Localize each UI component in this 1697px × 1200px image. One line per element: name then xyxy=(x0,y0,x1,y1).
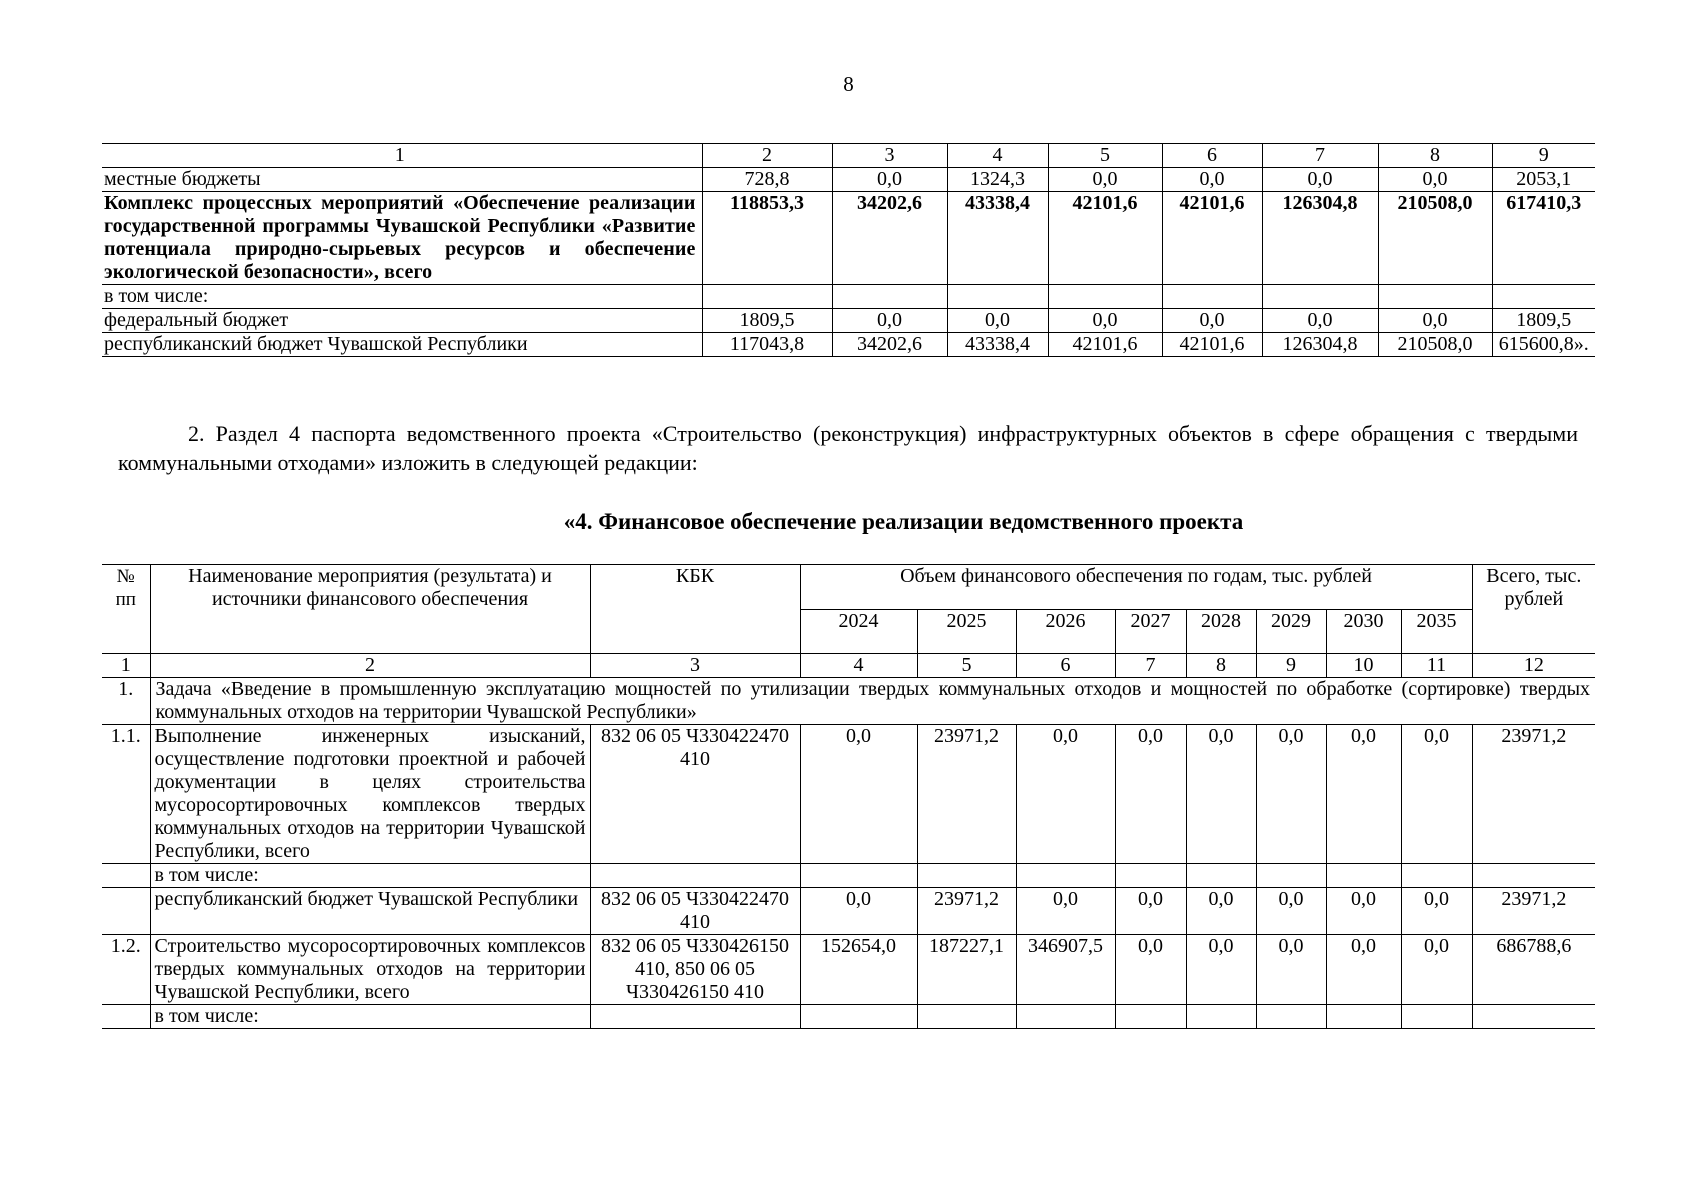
column-number: 4 xyxy=(800,654,917,678)
top-row-value: 0,0 xyxy=(1162,309,1262,333)
top-row-value: 34202,6 xyxy=(832,192,947,285)
header-no: № пп xyxy=(102,565,150,654)
year-header: 2029 xyxy=(1256,609,1326,654)
row-year-value: 0,0 xyxy=(1186,725,1256,864)
top-header-cell: 2 xyxy=(702,144,832,168)
top-row xyxy=(102,192,1595,285)
top-header-cell: 8 xyxy=(1378,144,1492,168)
top-header-cell: 7 xyxy=(1262,144,1378,168)
top-row-label: местные бюджеты xyxy=(102,168,702,192)
top-header-cell: 1 xyxy=(102,144,702,168)
header-volume: Объем финансового обеспечения по годам, тыс. рублей xyxy=(800,565,1472,610)
column-number: 8 xyxy=(1186,654,1256,678)
top-row-value: 42101,6 xyxy=(1048,192,1162,285)
top-row-value: 118853,3 xyxy=(702,192,832,285)
top-row-value: 42101,6 xyxy=(1048,333,1162,357)
top-row-value: 1324,3 xyxy=(947,168,1048,192)
row-year-value: 0,0 xyxy=(1401,888,1472,935)
row-year-value: 346907,5 xyxy=(1016,935,1115,1005)
column-number-row xyxy=(102,654,1595,678)
column-number: 7 xyxy=(1115,654,1186,678)
top-row-value: 43338,4 xyxy=(947,192,1048,285)
column-number: 11 xyxy=(1401,654,1472,678)
row-total xyxy=(1472,1005,1595,1029)
column-number: 6 xyxy=(1016,654,1115,678)
top-row-value: 0,0 xyxy=(832,309,947,333)
table-row xyxy=(102,1005,1595,1029)
row-year-value xyxy=(917,1005,1016,1029)
header-total: Всего, тыс. рублей xyxy=(1472,565,1595,654)
row-year-value xyxy=(800,1005,917,1029)
column-number: 10 xyxy=(1326,654,1401,678)
top-row-value: 0,0 xyxy=(1262,309,1378,333)
top-row-value: 1809,5 xyxy=(702,309,832,333)
top-row-value: 617410,3 xyxy=(1492,192,1595,285)
year-header: 2028 xyxy=(1186,609,1256,654)
table-row xyxy=(102,935,1595,1005)
row-year-value xyxy=(1256,1005,1326,1029)
top-row-value: 210508,0 xyxy=(1378,333,1492,357)
row-year-value xyxy=(1186,864,1256,888)
top-header-cell: 3 xyxy=(832,144,947,168)
row-kbk: 832 06 05 Ч330422470 410 xyxy=(590,725,800,864)
task-text: Задача «Введение в промышленную эксплуатацию мощностей по утилизации твердых коммунальных отходов и мощностей по обработке (сортировке) твердых коммунальных отходов на территории Чувашской Республики» xyxy=(150,678,1595,725)
top-budget-table xyxy=(102,143,1595,357)
top-header-row xyxy=(102,144,1595,168)
top-row-label: республиканский бюджет Чувашской Республики xyxy=(102,333,702,357)
header-row-1 xyxy=(102,565,1595,610)
amendment-paragraph: 2. Раздел 4 паспорта ведомственного проекта «Строительство (реконструкция) инфраструктурных объектов в сфере обращения с твердыми коммунальными отходами» изложить в следующей редакции: xyxy=(118,421,1578,475)
top-header-cell: 6 xyxy=(1162,144,1262,168)
top-row-value: 615600,8». xyxy=(1492,333,1595,357)
task-number: 1. xyxy=(102,678,150,725)
row-year-value: 0,0 xyxy=(1401,935,1472,1005)
top-row-value: 0,0 xyxy=(1048,309,1162,333)
top-row xyxy=(102,285,1595,309)
row-name: Выполнение инженерных изысканий, осуществление подготовки проектной и рабочей документации в целях строительства мусоросортировочных комплексов твердых коммунальных отходов на территории Чувашской Республики, всего xyxy=(150,725,590,864)
year-header: 2027 xyxy=(1115,609,1186,654)
row-year-value: 0,0 xyxy=(1115,935,1186,1005)
top-header-cell: 5 xyxy=(1048,144,1162,168)
top-row xyxy=(102,333,1595,357)
top-row-value xyxy=(947,285,1048,309)
row-name: в том числе: xyxy=(150,864,590,888)
top-row-value xyxy=(832,285,947,309)
column-number: 1 xyxy=(102,654,150,678)
row-name: республиканский бюджет Чувашской Республики xyxy=(150,888,590,935)
top-row-value: 0,0 xyxy=(947,309,1048,333)
top-row-value: 42101,6 xyxy=(1162,192,1262,285)
top-row-value: 0,0 xyxy=(832,168,947,192)
top-row-value xyxy=(1162,285,1262,309)
section-heading: «4. Финансовое обеспечение реализации ведомственного проекта xyxy=(563,509,1244,534)
top-row-value: 34202,6 xyxy=(832,333,947,357)
row-year-value: 0,0 xyxy=(800,725,917,864)
year-header: 2030 xyxy=(1326,609,1401,654)
page-number: 8 xyxy=(843,72,854,96)
row-number xyxy=(102,1005,150,1029)
row-year-value xyxy=(917,864,1016,888)
column-number: 5 xyxy=(917,654,1016,678)
row-total: 686788,6 xyxy=(1472,935,1595,1005)
top-row-value xyxy=(1378,285,1492,309)
top-header-cell: 9 xyxy=(1492,144,1595,168)
financing-table xyxy=(102,564,1595,1029)
column-number: 3 xyxy=(590,654,800,678)
top-row-value xyxy=(1048,285,1162,309)
year-header: 2026 xyxy=(1016,609,1115,654)
row-year-value: 0,0 xyxy=(1326,725,1401,864)
row-number xyxy=(102,864,150,888)
row-year-value xyxy=(1115,1005,1186,1029)
table-row xyxy=(102,888,1595,935)
year-header: 2035 xyxy=(1401,609,1472,654)
header-kbk: КБК xyxy=(590,565,800,654)
row-year-value: 0,0 xyxy=(1256,725,1326,864)
row-year-value: 152654,0 xyxy=(800,935,917,1005)
row-year-value: 0,0 xyxy=(1186,888,1256,935)
top-row-value: 126304,8 xyxy=(1262,192,1378,285)
top-row-value: 117043,8 xyxy=(702,333,832,357)
top-row-value: 0,0 xyxy=(1378,309,1492,333)
column-number: 2 xyxy=(150,654,590,678)
row-year-value xyxy=(1115,864,1186,888)
top-row-value: 0,0 xyxy=(1262,168,1378,192)
top-row-value xyxy=(1262,285,1378,309)
row-year-value xyxy=(1326,864,1401,888)
column-number: 12 xyxy=(1472,654,1595,678)
row-year-value: 23971,2 xyxy=(917,888,1016,935)
row-name: Строительство мусоросортировочных комплексов твердых коммунальных отходов на территории Чувашской Республики, всего xyxy=(150,935,590,1005)
top-row-value xyxy=(1492,285,1595,309)
top-row-value: 0,0 xyxy=(1048,168,1162,192)
row-number xyxy=(102,888,150,935)
top-row-label: Комплекс процессных мероприятий «Обеспечение реализации государственной программы Чувашской Республики «Развитие потенциала природно-сырьевых ресурсов и обеспечение экологической безопасности», всего xyxy=(102,192,702,285)
row-number: 1.2. xyxy=(102,935,150,1005)
row-year-value: 0,0 xyxy=(1326,935,1401,1005)
row-number: 1.1. xyxy=(102,725,150,864)
top-row xyxy=(102,168,1595,192)
row-year-value: 0,0 xyxy=(1256,888,1326,935)
row-year-value: 0,0 xyxy=(1326,888,1401,935)
row-year-value: 0,0 xyxy=(1016,888,1115,935)
top-row xyxy=(102,309,1595,333)
row-year-value xyxy=(1016,864,1115,888)
row-kbk: 832 06 05 Ч330426150 410, 850 06 05 Ч330426150 410 xyxy=(590,935,800,1005)
row-year-value: 0,0 xyxy=(1256,935,1326,1005)
row-year-value: 0,0 xyxy=(1186,935,1256,1005)
row-year-value xyxy=(1186,1005,1256,1029)
year-header: 2025 xyxy=(917,609,1016,654)
row-total xyxy=(1472,864,1595,888)
row-year-value: 0,0 xyxy=(800,888,917,935)
row-year-value xyxy=(1016,1005,1115,1029)
top-row-value: 43338,4 xyxy=(947,333,1048,357)
top-row-label: федеральный бюджет xyxy=(102,309,702,333)
row-year-value: 187227,1 xyxy=(917,935,1016,1005)
row-year-value xyxy=(1326,1005,1401,1029)
row-year-value: 0,0 xyxy=(1401,725,1472,864)
table-row xyxy=(102,725,1595,864)
top-row-value: 1809,5 xyxy=(1492,309,1595,333)
top-row-value: 2053,1 xyxy=(1492,168,1595,192)
row-year-value: 0,0 xyxy=(1115,888,1186,935)
table-row xyxy=(102,864,1595,888)
top-row-value xyxy=(702,285,832,309)
row-total: 23971,2 xyxy=(1472,888,1595,935)
row-kbk: 832 06 05 Ч330422470 410 xyxy=(590,888,800,935)
row-year-value xyxy=(800,864,917,888)
top-row-value: 126304,8 xyxy=(1262,333,1378,357)
row-year-value: 0,0 xyxy=(1016,725,1115,864)
row-year-value xyxy=(1401,864,1472,888)
row-total: 23971,2 xyxy=(1472,725,1595,864)
row-kbk xyxy=(590,864,800,888)
row-year-value: 23971,2 xyxy=(917,725,1016,864)
top-row-value: 0,0 xyxy=(1378,168,1492,192)
header-name: Наименование мероприятия (результата) и источники финансового обеспечения xyxy=(150,565,590,654)
top-row-value: 0,0 xyxy=(1162,168,1262,192)
row-kbk xyxy=(590,1005,800,1029)
row-year-value xyxy=(1401,1005,1472,1029)
task-row xyxy=(102,678,1595,725)
top-row-value: 42101,6 xyxy=(1162,333,1262,357)
top-row-value: 728,8 xyxy=(702,168,832,192)
column-number: 9 xyxy=(1256,654,1326,678)
row-year-value xyxy=(1256,864,1326,888)
row-year-value: 0,0 xyxy=(1115,725,1186,864)
top-header-cell: 4 xyxy=(947,144,1048,168)
top-row-value: 210508,0 xyxy=(1378,192,1492,285)
row-name: в том числе: xyxy=(150,1005,590,1029)
top-row-label: в том числе: xyxy=(102,285,702,309)
year-header: 2024 xyxy=(800,609,917,654)
